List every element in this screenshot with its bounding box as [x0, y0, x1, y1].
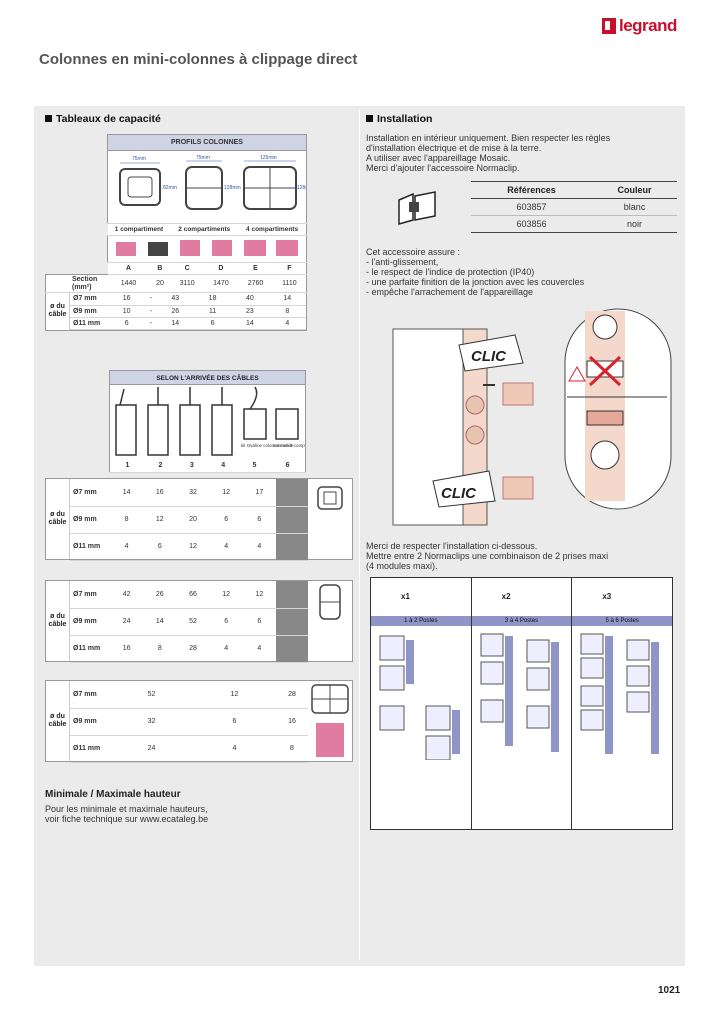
arrival-drawings — [109, 385, 306, 460]
socket-icon-2 — [466, 426, 484, 444]
config-x2-drawing — [477, 630, 567, 760]
dim-2: 82mm — [163, 185, 177, 191]
t1-cable-table — [70, 293, 306, 330]
profile-1-compartment-icon — [120, 163, 160, 205]
profile-1-icon — [308, 479, 352, 559]
config-x1: x1 1 à 2 Postes — [371, 578, 472, 829]
capacity-block-1: ø du câble Ø7 mm 14 16 32 12 17 Ø9 mm 8 12 20 6 6 Ø11 mm 4 6 12 4 4 — [45, 478, 353, 560]
col-f: F — [273, 263, 307, 275]
col-c: C — [170, 263, 203, 275]
installation-intro: Installation en intérieur uniquement. Bien respecter les règles d'installation électrique et de mise à la terre. A utiliser avec l'appareillage Mosaic. Merci d'ajouter l'accessoire Normaclip. — [366, 133, 611, 173]
profile-photos — [108, 236, 306, 260]
clip-bottom — [503, 477, 533, 499]
installation-heading: Installation — [366, 113, 432, 125]
arrival-cols: 1 2 3 4 5 6 — [109, 460, 306, 473]
profile-drawings — [108, 151, 306, 221]
table-row: Ø7 mm 16 - 43 18 40 14 — [70, 293, 306, 305]
profile-2-compartments-icon — [186, 161, 222, 209]
col-a: A — [108, 263, 150, 275]
table-row: Ø9 mm 8 12 20 6 6 — [70, 506, 308, 533]
page-number: 1021 — [658, 985, 681, 996]
section-e: 2760 — [238, 275, 273, 293]
profile-4-icon — [308, 681, 352, 761]
config-x1-drawing — [376, 630, 466, 760]
profile-4-compartments-icon — [244, 161, 296, 209]
references-table — [471, 181, 677, 233]
table-row: Ø11 mm 16 8 28 4 4 — [70, 635, 308, 662]
arrival-header: SELON L'ARRIVÉE DES CÂBLES — [109, 370, 306, 385]
section-c: 3110 — [170, 275, 203, 293]
minmax-text: Pour les minimale et maximale hauteurs, voir fiche technique sur www.ecataleg.be — [45, 804, 209, 824]
t1-cable-label: ø du câble — [46, 293, 70, 330]
ref-header: Références — [471, 182, 592, 199]
normaclip-icon — [395, 188, 445, 228]
profiles-header: PROFILS COLONNES — [108, 135, 307, 151]
zoom-socket-bottom — [591, 441, 619, 469]
table-row: 603857 blanc — [471, 199, 677, 216]
brand-name: legrand — [619, 16, 677, 35]
dim-1: 75mm — [132, 156, 146, 162]
zoom-socket-top — [593, 315, 617, 339]
arrival-2-icon — [148, 405, 168, 455]
dim-4: 128mm — [224, 185, 241, 191]
dim-5: 125mm — [260, 155, 277, 161]
col-d: D — [204, 263, 238, 275]
group-2-compartments: 2 compartiments — [170, 224, 238, 236]
config-x3-drawing — [577, 630, 667, 760]
arrival-6-icon — [276, 409, 298, 439]
profile-2-icon — [308, 581, 352, 661]
configurations-panel — [370, 577, 673, 830]
note-6: colonne 4 comp — [273, 443, 305, 448]
respect-text: Merci de respecter l'installation ci-dessous. Mettre entre 2 Normaclips une combinaison de 2 prises maxi (4 modules maxi). — [366, 541, 609, 571]
svg-text:CLIC: CLIC — [471, 348, 506, 365]
socket-icon — [466, 396, 484, 414]
minmax-title: Minimale / Maximale hauteur — [45, 789, 181, 800]
pink-profile-c — [180, 240, 200, 256]
t1-cable-block — [45, 293, 307, 331]
arrival-3-icon — [180, 405, 200, 455]
arrival-4-icon — [212, 405, 232, 455]
pink-profile-d — [212, 240, 232, 256]
note-5: kit Ovaline colonne mobile — [241, 443, 294, 448]
dim-3: 75mm — [196, 155, 210, 161]
capacity-block-3: ø du câble Ø7 mm 52 12 28 Ø9 mm 32 6 16 Ø11 mm 24 4 8 — [45, 680, 353, 762]
legrand-mark-icon — [602, 18, 616, 34]
section-f: 1110 — [273, 275, 307, 293]
col-e: E — [238, 263, 273, 275]
dim-6: 128 — [297, 185, 306, 191]
arrival-header-block — [109, 370, 306, 473]
table-row: Ø11 mm 4 6 12 4 4 — [70, 533, 308, 560]
pink-profile-e — [244, 240, 266, 256]
pink-profile-f — [276, 240, 298, 256]
arrival-1-icon — [116, 405, 136, 455]
table-row: Ø9 mm 24 14 52 6 6 — [70, 608, 308, 635]
accessory-text: Cet accessoire assure : - l'anti-glissement, - le respect de l'indice de protection (IP40) - une parfaite finition de la jonction avec les couvercles - empêche l'arrachement de l'appareillage — [366, 247, 585, 297]
svg-text:CLIC: CLIC — [441, 485, 476, 502]
table-row: Ø7 mm 14 16 32 12 17 — [70, 479, 308, 506]
installation-illustration — [385, 305, 685, 530]
table-row: Ø11 mm 24 4 8 — [70, 735, 308, 762]
table-row: Ø9 mm 32 6 16 — [70, 708, 308, 735]
section-a: 1440 — [108, 275, 150, 293]
table-row: Ø9 mm 10 - 26 11 23 8 — [70, 305, 306, 317]
table-row: 603856 noir — [471, 216, 677, 233]
config-x2: x2 3 à 4 Postes — [472, 578, 573, 829]
capacity-table-profiles — [45, 134, 307, 331]
table-row: Ø7 mm 42 26 66 12 12 — [70, 581, 308, 608]
column-divider — [359, 110, 360, 960]
config-x3: x3 5 à 6 Postes — [572, 578, 672, 829]
page-title: Colonnes en mini-colonnes à clippage direct — [39, 51, 358, 68]
capacity-heading: Tableaux de capacité — [45, 113, 161, 125]
section-label: Section (mm²) — [46, 275, 108, 293]
clip-top — [503, 383, 533, 405]
color-header: Couleur — [592, 182, 677, 199]
group-1-compartment: 1 compartiment — [108, 224, 171, 236]
section-b: 20 — [149, 275, 170, 293]
arrival-5-icon — [244, 409, 266, 439]
pink-profile-a — [116, 242, 136, 256]
profile-b — [148, 242, 168, 256]
section-d: 1470 — [204, 275, 238, 293]
col-b: B — [149, 263, 170, 275]
legrand-logo — [602, 14, 692, 38]
capacity-block-2: ø du câble Ø7 mm 42 26 66 12 12 Ø9 mm 24 14 52 6 6 Ø11 mm 16 8 28 4 4 — [45, 580, 353, 662]
table-row: Ø11 mm 6 - 14 6 14 4 — [70, 317, 306, 329]
group-4-compartments: 4 compartiments — [238, 224, 306, 236]
table-row: Ø7 mm 52 12 28 — [70, 681, 308, 708]
